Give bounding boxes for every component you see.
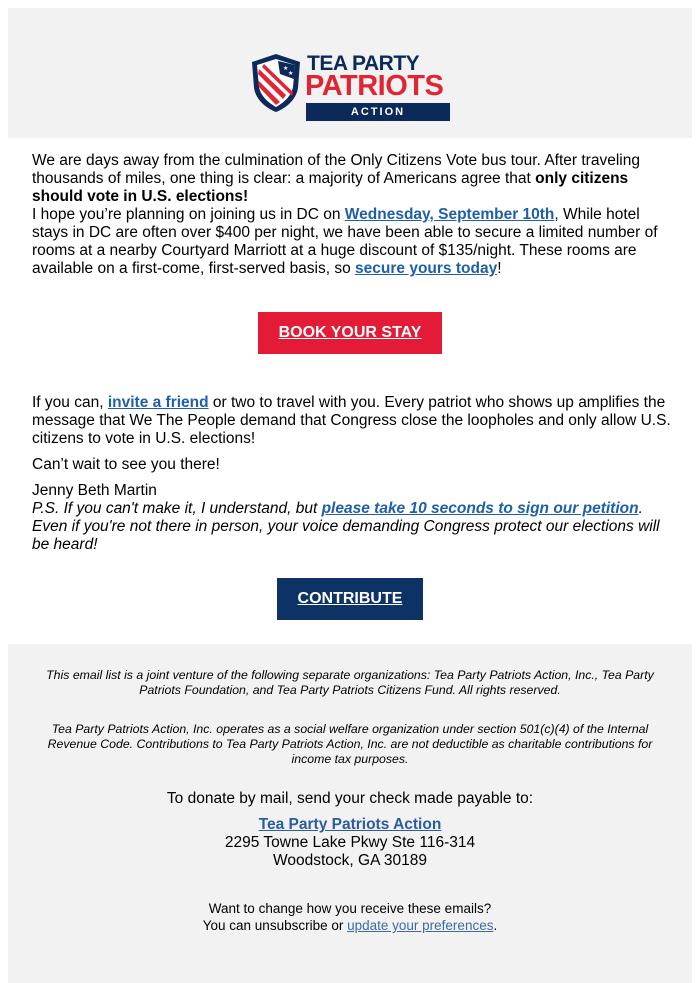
email-footer <box>8 644 692 983</box>
email-body <box>8 138 692 644</box>
event-date-link[interactable]: Wednesday, September 10th <box>344 206 555 223</box>
unsubscribe-line <box>8 918 692 934</box>
invite-paragraph <box>32 394 672 448</box>
secure-room-link[interactable]: secure yours today <box>355 260 498 277</box>
svg-text:★: ★ <box>283 65 289 72</box>
contribute-button[interactable]: CONTRIBUTE <box>277 578 423 620</box>
ps-text: P.S. If you can't make it, I understand, but <box>32 500 322 517</box>
mail-address-line-2: Woodstock, GA 30189 <box>273 852 427 869</box>
joint-venture-notice: This email list is a joint venture of the following separate organizations: Tea Party Patriots Action, Inc., Tea Party Patriots Foundation, and Tea Party Patriots Citizens Fund. All rights reserved. <box>46 668 654 697</box>
sign-petition-link[interactable]: please take 10 seconds to sign our petition <box>321 500 639 517</box>
ps-paragraph <box>32 500 672 554</box>
closing-line: Can’t wait to see you there! <box>32 456 220 473</box>
svg-text:★: ★ <box>288 70 294 77</box>
invite-text: If you can, <box>32 394 108 411</box>
logo-line-1: TEA PARTY <box>307 52 420 75</box>
invite-text-2: or two to travel with you. Every patriot who shows up amplifies the message that We The People demand that Congress close the loopholes and only allow U.S. citizens to vote in U.S. elections! <box>32 394 671 447</box>
intro-text-3: , While hotel stays in DC are often over $400 per night, we have been able to secure a limited number of rooms at a nearby Courtyard Marriott at a huge discount of $135/night. These rooms are available on a first-come, first-served basis, so <box>32 206 658 277</box>
update-preferences-link[interactable]: update your preferences <box>347 918 494 933</box>
mail-payee <box>8 816 692 834</box>
unsubscribe-period: . <box>493 918 498 933</box>
logo-line-3: ACTION <box>306 103 450 121</box>
intro-text: We are days away from the culmination of the Only Citizens Vote bus tour. After traveling thousands of miles, one thing is clear: a majority of Americans agree that <box>32 152 640 187</box>
intro-text-4: ! <box>497 260 502 277</box>
logo-line-2: PATRIOTS <box>305 70 444 102</box>
preferences-question: Want to change how you receive these emails? <box>208 901 492 916</box>
book-your-stay-button[interactable]: BOOK YOUR STAY <box>258 312 442 354</box>
intro-text-2: I hope you’re planning on joining us in DC on <box>32 206 345 223</box>
tax-notice: Tea Party Patriots Action, Inc. operates as a social welfare organization under section 501(c)(4) of the Internal Revenue Code. Contributions to Tea Party Patriots Action, Inc. are not deductible as charitable contributions for income tax purposes. <box>47 722 653 766</box>
invite-friend-link[interactable]: invite a friend <box>107 394 209 411</box>
intro-emphasis: only citizens should vote in U.S. elections! <box>32 170 629 205</box>
shield-flag-icon <box>250 52 302 114</box>
email-frame <box>8 8 692 983</box>
mail-intro: To donate by mail, send your check made payable to: <box>166 790 534 807</box>
signature: Jenny Beth Martin <box>32 482 157 499</box>
ps-text-2: . Even if you're not there in person, your voice demanding Congress protect our elections will be heard! <box>32 500 660 553</box>
unsubscribe-text: You can unsubscribe or <box>202 918 348 933</box>
mail-address-line-1: 2295 Towne Lake Pkwy Ste 116-314 <box>224 834 476 851</box>
brand-logo[interactable] <box>250 52 452 120</box>
intro-paragraph <box>32 152 672 278</box>
email-header <box>8 8 692 138</box>
payee-link[interactable]: Tea Party Patriots Action <box>258 816 442 833</box>
